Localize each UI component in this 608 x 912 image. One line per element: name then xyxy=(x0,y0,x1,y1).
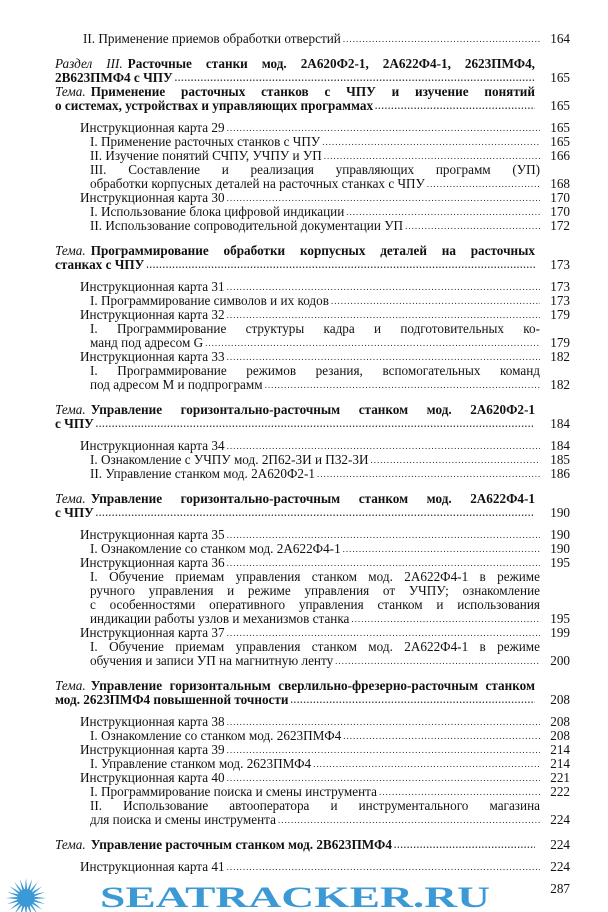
toc-line-text xyxy=(80,715,540,729)
toc-title: станках с ЧПУ xyxy=(55,258,145,272)
toc-prefix: Тема. xyxy=(55,85,86,99)
toc-title: манд под адресом G xyxy=(90,336,204,350)
toc-line xyxy=(0,350,608,364)
toc-entry-card xyxy=(0,626,608,640)
toc-page-number: 165 xyxy=(550,134,570,149)
sun-ray xyxy=(35,897,46,899)
toc-line xyxy=(0,640,608,654)
toc-page-number: 200 xyxy=(550,653,570,668)
toc-title: Инструкционная карта 32 xyxy=(80,308,225,322)
toc-title: индикации работы узлов и механизмов станка xyxy=(90,612,350,626)
toc-title: I. Ознакомление со станком мод. 2623ПМФ4 xyxy=(90,729,342,743)
table-of-contents xyxy=(0,32,608,874)
toc-line-text xyxy=(80,556,540,570)
page-number: 287 xyxy=(550,881,570,896)
toc-line-text xyxy=(90,570,540,584)
toc-line xyxy=(0,219,608,233)
watermark-text: SEATRACKER.RU xyxy=(100,881,490,912)
toc-line xyxy=(0,785,608,799)
toc-page-number: 164 xyxy=(550,31,570,46)
toc-title: Инструкционная карта 37 xyxy=(80,626,225,640)
toc-page-number: 170 xyxy=(550,204,570,219)
toc-line-text xyxy=(90,294,540,308)
toc-line-text xyxy=(90,322,540,336)
toc-page-number: 182 xyxy=(550,349,570,364)
toc-title: Инструкционная карта 35 xyxy=(80,528,225,542)
toc-line xyxy=(0,258,608,272)
dot-leader xyxy=(343,542,540,556)
toc-line-text xyxy=(55,258,535,272)
toc-title: II. Использование автооператора и инструментального магазина xyxy=(90,799,540,813)
toc-entry-item xyxy=(0,205,608,219)
toc-page-number: 170 xyxy=(550,190,570,205)
toc-title: I. Использование блока цифровой индикации xyxy=(90,205,345,219)
toc-entry-card xyxy=(0,771,608,785)
toc-title: I. Ознакомление со станком мод. 2А622Ф4-1 xyxy=(90,542,341,556)
toc-entry-card xyxy=(0,439,608,453)
toc-line xyxy=(0,205,608,219)
toc-entry-card xyxy=(0,350,608,364)
toc-page-number: 179 xyxy=(550,335,570,350)
toc-page-number: 168 xyxy=(550,176,570,191)
toc-entry-card xyxy=(0,191,608,205)
sun-ray xyxy=(25,907,27,912)
toc-entry-card xyxy=(0,280,608,294)
toc-entry-item xyxy=(0,757,608,771)
toc-title: Управление горизонтальным сверлильно-фрезерно-расточным станком xyxy=(90,679,535,693)
toc-title: I. Программирование режимов резания, вспомогательных команд xyxy=(90,364,540,378)
toc-line xyxy=(0,378,608,392)
dot-leader xyxy=(227,743,540,757)
toc-line xyxy=(0,135,608,149)
toc-line xyxy=(0,860,608,874)
toc-entry-card xyxy=(0,860,608,874)
dot-leader xyxy=(227,439,540,453)
dot-leader xyxy=(227,121,540,135)
toc-page-number: 190 xyxy=(550,541,570,556)
dot-leader xyxy=(322,135,540,149)
toc-line xyxy=(0,467,608,481)
toc-title: ручного управления и режиме управления от УЧПУ; ознакомление xyxy=(90,584,540,598)
toc-line-text xyxy=(80,308,540,322)
toc-line xyxy=(0,757,608,771)
toc-page-number: 182 xyxy=(550,377,570,392)
toc-line xyxy=(0,32,608,46)
toc-line xyxy=(0,771,608,785)
toc-title: о системах, устройствах и управляющих программах xyxy=(55,99,374,113)
sun-ray xyxy=(6,897,17,899)
toc-line-text xyxy=(55,403,535,417)
dot-leader xyxy=(290,693,535,707)
toc-title: с особенностями оперативного управления станком и использования xyxy=(90,598,540,612)
dot-leader xyxy=(227,715,540,729)
toc-title: I. Обучение приемам управления станком мод. 2А622Ф4-1 в режиме xyxy=(90,570,540,584)
toc-prefix: Тема. xyxy=(55,492,86,506)
toc-line xyxy=(0,71,608,85)
toc-title: Инструкционная карта 31 xyxy=(80,280,225,294)
dot-leader xyxy=(227,528,540,542)
sun-disc xyxy=(17,889,35,907)
toc-title: Инструкционная карта 39 xyxy=(80,743,225,757)
dot-leader xyxy=(146,258,535,272)
toc-line xyxy=(0,294,608,308)
toc-page-number: 173 xyxy=(550,279,570,294)
toc-page-number: 166 xyxy=(550,148,570,163)
toc-prefix: Тема. xyxy=(55,403,86,417)
toc-line xyxy=(0,598,608,612)
toc-title: I. Применение расточных станков с ЧПУ xyxy=(90,135,321,149)
toc-line-text xyxy=(90,640,540,654)
toc-line xyxy=(0,799,608,813)
dot-leader xyxy=(351,612,540,626)
toc-line-text xyxy=(80,280,540,294)
toc-line-text xyxy=(55,85,535,99)
toc-line xyxy=(0,506,608,520)
toc-title: II. Применение приемов обработки отверстий xyxy=(83,32,341,46)
toc-line xyxy=(0,280,608,294)
toc-title: II. Использование сопроводительной документации УП xyxy=(90,219,404,233)
toc-line xyxy=(0,336,608,350)
toc-line xyxy=(0,322,608,336)
toc-line-text xyxy=(90,364,540,378)
toc-entry-item xyxy=(0,785,608,799)
toc-page-number: 173 xyxy=(550,293,570,308)
dot-leader xyxy=(227,350,540,364)
toc-entry-item xyxy=(0,163,608,191)
toc-page-number: 214 xyxy=(550,742,570,757)
toc-page-number: 186 xyxy=(550,466,570,481)
toc-line xyxy=(0,584,608,598)
toc-line xyxy=(0,149,608,163)
toc-page-number: 224 xyxy=(550,837,570,852)
sun-ray xyxy=(7,892,18,896)
toc-line xyxy=(0,679,608,693)
toc-title: с ЧПУ xyxy=(55,417,94,431)
toc-title: I. Обучение приемам управления станком мод. 2А622Ф4-1 в режиме xyxy=(90,640,540,654)
toc-line-text xyxy=(90,453,540,467)
toc-title: Инструкционная карта 34 xyxy=(80,439,225,453)
toc-title: II. Изучение понятий СЧПУ, УЧПУ и УП xyxy=(90,149,322,163)
toc-prefix: Тема. xyxy=(55,838,86,852)
dot-leader xyxy=(278,813,540,827)
toc-entry-item xyxy=(0,467,608,481)
sun-ray xyxy=(25,878,27,889)
toc-title: Управление горизонтально-расточным станком мод. 2А622Ф4-1 xyxy=(90,492,535,506)
toc-page-number: 190 xyxy=(550,505,570,520)
toc-line xyxy=(0,838,608,852)
toc-title: 2В623ПМФ4 с ЧПУ xyxy=(55,71,173,85)
toc-entry-item xyxy=(0,640,608,668)
toc-line xyxy=(0,453,608,467)
toc-title: Применение расточных станков с ЧПУ и изучение понятий xyxy=(90,85,535,99)
toc-prefix: Тема. xyxy=(55,679,86,693)
toc-title: для поиска и смены инструмента xyxy=(90,813,276,827)
toc-entry-item xyxy=(0,135,608,149)
toc-entry-sub xyxy=(0,32,608,46)
toc-line-text xyxy=(80,771,540,785)
toc-line-text xyxy=(55,57,535,71)
toc-entry-card xyxy=(0,308,608,322)
toc-line-text xyxy=(90,542,540,556)
toc-entry-item xyxy=(0,149,608,163)
toc-title: I. Управление станком мод. 2623ПМФ4 xyxy=(90,757,312,771)
dot-leader xyxy=(227,556,540,570)
toc-line-text xyxy=(90,135,540,149)
dot-leader xyxy=(343,32,540,46)
dot-leader xyxy=(227,191,540,205)
dot-leader xyxy=(96,506,535,520)
toc-line-text xyxy=(90,163,540,177)
dot-leader xyxy=(331,294,540,308)
toc-page-number: 184 xyxy=(550,416,570,431)
toc-line xyxy=(0,403,608,417)
toc-line-text xyxy=(55,838,535,852)
toc-line xyxy=(0,163,608,177)
toc-entry-item xyxy=(0,799,608,827)
toc-line-text xyxy=(55,71,535,85)
toc-line-text xyxy=(90,799,540,813)
dot-leader xyxy=(227,308,540,322)
toc-line-text xyxy=(90,813,540,827)
toc-title: Управление горизонтально-расточным станком мод. 2А620Ф2-1 xyxy=(90,403,535,417)
toc-line-text xyxy=(80,528,540,542)
dot-leader xyxy=(227,771,540,785)
toc-entry-topic xyxy=(0,838,608,852)
toc-line-text xyxy=(80,350,540,364)
toc-line xyxy=(0,364,608,378)
toc-line xyxy=(0,417,608,431)
toc-entry-item xyxy=(0,294,608,308)
dot-leader xyxy=(405,219,540,233)
toc-line xyxy=(0,244,608,258)
dot-leader xyxy=(324,149,540,163)
toc-entry-item xyxy=(0,453,608,467)
toc-line xyxy=(0,121,608,135)
toc-page-number: 208 xyxy=(550,728,570,743)
toc-entry-card xyxy=(0,715,608,729)
toc-entry-item xyxy=(0,542,608,556)
toc-line-text xyxy=(90,729,540,743)
toc-page-number: 195 xyxy=(550,611,570,626)
toc-line-text xyxy=(90,598,540,612)
toc-line-text xyxy=(90,757,540,771)
dot-leader xyxy=(346,205,540,219)
toc-entry-topic xyxy=(0,244,608,272)
toc-page-number: 208 xyxy=(550,714,570,729)
toc-entry-topic xyxy=(0,679,608,707)
dot-leader xyxy=(227,626,540,640)
dot-leader xyxy=(227,280,540,294)
toc-line xyxy=(0,729,608,743)
dot-leader xyxy=(175,71,535,85)
toc-entry-item xyxy=(0,729,608,743)
toc-line xyxy=(0,556,608,570)
toc-title: Инструкционная карта 33 xyxy=(80,350,225,364)
toc-title: I. Программирование поиска и смены инструмента xyxy=(90,785,377,799)
dot-leader xyxy=(265,378,540,392)
toc-title: Инструкционная карта 29 xyxy=(80,121,225,135)
toc-page-number: 165 xyxy=(550,98,570,113)
toc-line-text xyxy=(90,467,540,481)
toc-line-text xyxy=(90,378,540,392)
toc-entry-item xyxy=(0,219,608,233)
toc-line xyxy=(0,191,608,205)
toc-entry-card xyxy=(0,121,608,135)
toc-entry-item xyxy=(0,570,608,626)
toc-prefix: Раздел III. xyxy=(55,57,123,71)
toc-line-text xyxy=(80,860,540,874)
toc-page-number: 172 xyxy=(550,218,570,233)
toc-title: Инструкционная карта 40 xyxy=(80,771,225,785)
toc-line xyxy=(0,542,608,556)
toc-title: I. Программирование структуры кадра и подготовительных ко- xyxy=(90,322,540,336)
toc-page-number: 222 xyxy=(550,784,570,799)
dot-leader xyxy=(205,336,540,350)
toc-title: под адресом М и подпрограмм xyxy=(90,378,263,392)
toc-line-text xyxy=(55,679,535,693)
toc-entry-topic xyxy=(0,492,608,520)
dot-leader xyxy=(394,838,535,852)
toc-line-text xyxy=(55,506,535,520)
toc-page-number: 179 xyxy=(550,307,570,322)
toc-title: I. Программирование символов и их кодов xyxy=(90,294,329,308)
toc-entry-card xyxy=(0,556,608,570)
toc-entry-topic xyxy=(0,403,608,431)
toc-line xyxy=(0,308,608,322)
toc-line-text xyxy=(55,417,535,431)
toc-page-number: 184 xyxy=(550,438,570,453)
toc-line-text xyxy=(55,492,535,506)
toc-page-number: 214 xyxy=(550,756,570,771)
toc-entry-item xyxy=(0,364,608,392)
toc-line-text xyxy=(90,336,540,350)
toc-line xyxy=(0,99,608,113)
toc-entry-card xyxy=(0,743,608,757)
toc-page-number: 165 xyxy=(550,70,570,85)
toc-page-number: 224 xyxy=(550,859,570,874)
dot-leader xyxy=(335,654,540,668)
toc-page-number: 199 xyxy=(550,625,570,640)
toc-line-text xyxy=(90,205,540,219)
toc-title: Инструкционная карта 38 xyxy=(80,715,225,729)
toc-line xyxy=(0,693,608,707)
dot-leader xyxy=(375,99,535,113)
toc-page-number: 185 xyxy=(550,452,570,467)
toc-entry-card xyxy=(0,528,608,542)
sun-ray xyxy=(7,900,18,904)
toc-line-text xyxy=(80,626,540,640)
toc-line xyxy=(0,85,608,99)
toc-line-text xyxy=(90,219,540,233)
toc-line-text xyxy=(55,693,535,707)
toc-title: II. Управление станком мод. 2А620Ф2-1 xyxy=(90,467,315,481)
toc-title: I. Ознакомление с УЧПУ мод. 2П62-3И и П32-3И xyxy=(90,453,369,467)
toc-line-text xyxy=(80,191,540,205)
dot-leader xyxy=(317,467,540,481)
toc-page-number: 195 xyxy=(550,555,570,570)
dot-leader xyxy=(379,785,540,799)
toc-line-text xyxy=(90,785,540,799)
toc-title: мод. 2623ПМФ4 повышенной точности xyxy=(55,693,289,707)
toc-title: обработки корпусных деталей на расточных станках с ЧПУ xyxy=(90,177,425,191)
toc-title: Инструкционная карта 36 xyxy=(80,556,225,570)
toc-title: Расточные станки мод. 2А620Ф2-1, 2А622Ф4-1, 2623ПМФ4, xyxy=(127,57,535,71)
dot-leader xyxy=(96,417,535,431)
toc-line xyxy=(0,743,608,757)
toc-page-number: 224 xyxy=(550,812,570,827)
toc-line xyxy=(0,612,608,626)
watermark-logo xyxy=(0,874,520,912)
dot-leader xyxy=(227,860,540,874)
toc-line-text xyxy=(90,654,540,668)
toc-line xyxy=(0,57,608,71)
dot-leader xyxy=(371,453,540,467)
toc-title: Управление расточным станком мод. 2В623ПМФ4 xyxy=(90,838,392,852)
toc-page-number: 165 xyxy=(550,120,570,135)
toc-title: Инструкционная карта 30 xyxy=(80,191,225,205)
toc-line xyxy=(0,570,608,584)
toc-title: с ЧПУ xyxy=(55,506,94,520)
toc-entry-topic xyxy=(0,85,608,113)
dot-leader xyxy=(343,729,540,743)
sun-ray xyxy=(28,879,32,890)
toc-title: Программирование обработки корпусных деталей на расточных xyxy=(90,244,535,258)
sun-ray xyxy=(20,879,24,890)
toc-prefix: Тема. xyxy=(55,244,86,258)
toc-line xyxy=(0,492,608,506)
toc-line-text xyxy=(83,32,540,46)
toc-line-text xyxy=(90,149,540,163)
toc-line xyxy=(0,439,608,453)
toc-line xyxy=(0,813,608,827)
toc-line-text xyxy=(90,177,540,191)
toc-entry-item xyxy=(0,322,608,350)
sun-ray xyxy=(34,892,45,896)
toc-line-text xyxy=(55,99,535,113)
sun-ray xyxy=(34,900,45,904)
toc-line xyxy=(0,626,608,640)
toc-line xyxy=(0,654,608,668)
toc-title: III. Составление и реализация управляющих программ (УП) xyxy=(90,163,540,177)
dot-leader xyxy=(427,177,540,191)
toc-line xyxy=(0,715,608,729)
toc-title: обучения и записи УП на магнитную ленту xyxy=(90,654,334,668)
toc-line-text xyxy=(80,439,540,453)
toc-line xyxy=(0,177,608,191)
toc-page-number: 221 xyxy=(550,770,570,785)
toc-entry-section xyxy=(0,57,608,85)
dot-leader xyxy=(313,757,540,771)
toc-title: Инструкционная карта 41 xyxy=(80,860,225,874)
toc-line-text xyxy=(90,584,540,598)
toc-line-text xyxy=(55,244,535,258)
toc-page-number: 173 xyxy=(550,257,570,272)
toc-line xyxy=(0,528,608,542)
toc-line-text xyxy=(80,743,540,757)
toc-page-number: 208 xyxy=(550,692,570,707)
toc-page-number: 190 xyxy=(550,527,570,542)
toc-line-text xyxy=(80,121,540,135)
toc-line-text xyxy=(90,612,540,626)
sun-icon xyxy=(6,878,46,912)
